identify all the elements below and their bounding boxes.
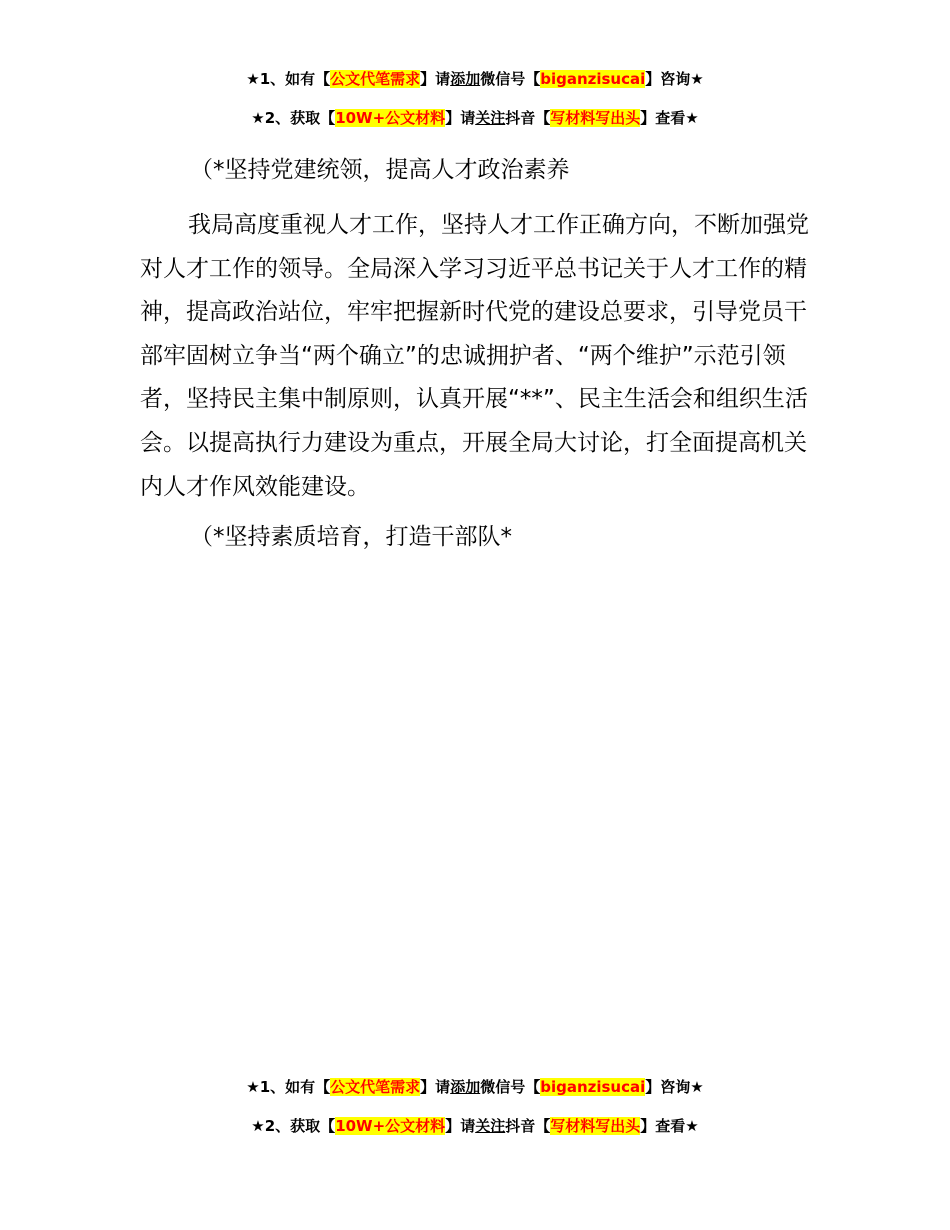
footer-line2-prefix: ★2、获取【: [251, 1117, 336, 1135]
header-line1-highlight-service: 公文代笔需求: [330, 70, 421, 88]
header-line2-highlight-douyin: 写材料写出头: [550, 109, 641, 127]
header-line2-middle2: 抖音【: [505, 109, 551, 127]
header-line2-prefix: ★2、获取【: [251, 109, 336, 127]
header-line1-middle1: 】请: [420, 70, 451, 88]
footer-line1-prefix: ★1、如有【: [246, 1078, 331, 1096]
footer-promo-line-1: [0, 1076, 950, 1098]
header-line2-suffix: 】查看★: [640, 109, 699, 127]
footer-line2-underline: 关注: [475, 1117, 506, 1135]
header-line2-middle1: 】请: [445, 109, 476, 127]
header-line1-prefix: ★1、如有【: [246, 70, 331, 88]
footer-promo-line-2: [0, 1115, 950, 1137]
section-heading-1: （*坚持党建统领，提高人才政治素养: [190, 157, 570, 183]
header-promo-line-2: [0, 107, 950, 129]
footer-line1-middle1: 】请: [420, 1078, 451, 1096]
body-paragraph: 我局高度重视人才工作，坚持人才工作正确方向，不断加强党对人才工作的领导。全局深入学习习近平总书记关于人才工作的精神，提高政治站位，牢牢把握新时代党的建设总要求，引导党员干部牢固树立争当“两个确立”的忠诚拥护者、“两个维护”示范引领者，坚持民主集中制原则，认真开展“**”、民主生活会和组织生活会。以提高执行力建设为重点，开展全局大讨论，打全面提高机关内人才作风效能建设。: [140, 212, 809, 500]
footer-line1-highlight-service: 公文代笔需求: [330, 1078, 421, 1096]
section-heading-2: （*坚持素质培育，打造干部队*: [190, 524, 512, 550]
footer-line2-suffix: 】查看★: [640, 1117, 699, 1135]
footer-line1-middle2: 微信号【: [480, 1078, 541, 1096]
header-promo-line-1: [0, 68, 950, 90]
footer-line1-suffix: 】咨询★: [645, 1078, 704, 1096]
header-line1-highlight-wechat: biganzisucai: [540, 70, 646, 88]
header-line1-middle2: 微信号【: [480, 70, 541, 88]
footer-line1-highlight-wechat: biganzisucai: [540, 1078, 646, 1096]
footer-line2-middle1: 】请: [445, 1117, 476, 1135]
header-line1-underline: 添加: [450, 70, 481, 88]
footer-line2-highlight-douyin: 写材料写出头: [550, 1117, 641, 1135]
footer-line2-highlight-materials: 10W+公文材料: [335, 1117, 446, 1135]
header-line2-underline: 关注: [475, 109, 506, 127]
footer-line1-underline: 添加: [450, 1078, 481, 1096]
footer-line2-middle2: 抖音【: [505, 1117, 551, 1135]
header-line2-highlight-materials: 10W+公文材料: [335, 109, 446, 127]
header-line1-suffix: 】咨询★: [645, 70, 704, 88]
